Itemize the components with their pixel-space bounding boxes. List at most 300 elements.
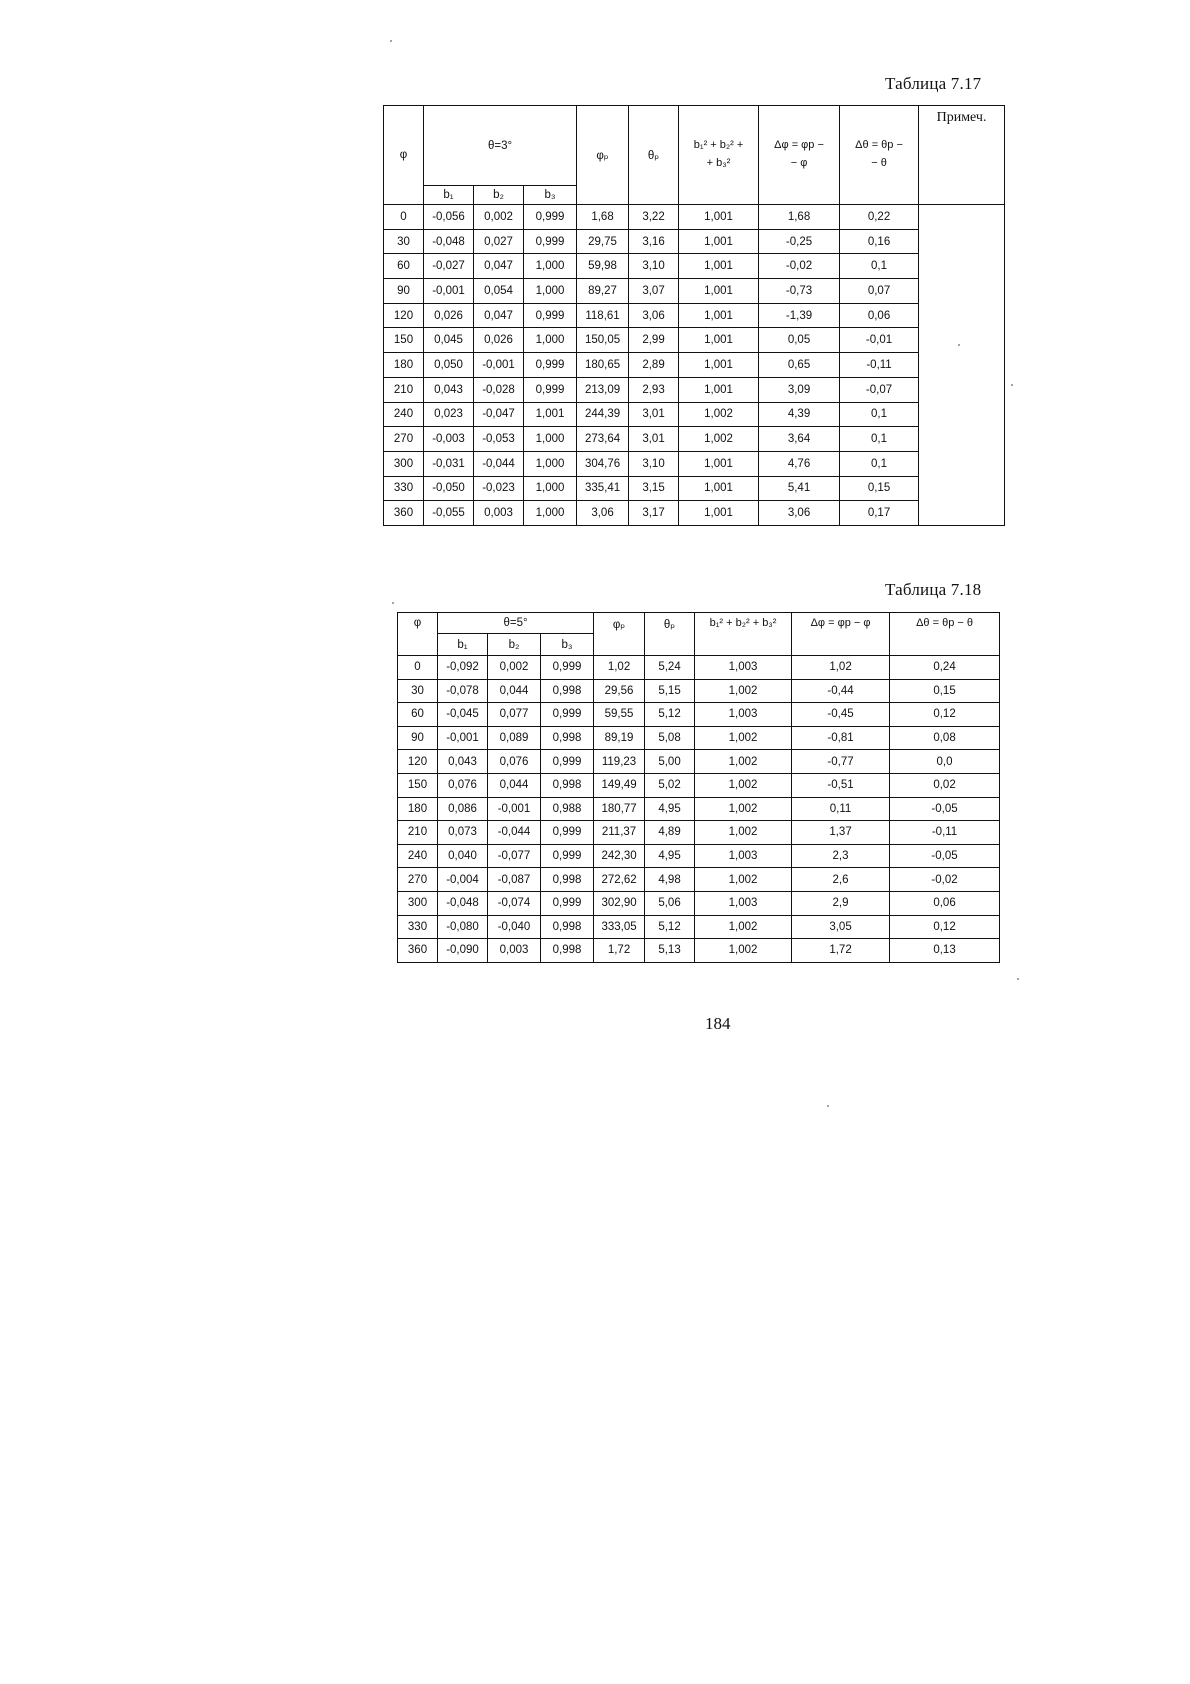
header-b3: b₃ xyxy=(541,634,594,656)
table-cell: 89,19 xyxy=(594,726,645,750)
table-cell: 3,64 xyxy=(759,427,840,452)
table-cell: 333,05 xyxy=(594,915,645,939)
table-row xyxy=(384,476,1005,501)
table-cell: 360 xyxy=(384,501,424,526)
header-dtheta-line1: Δθ = θp − xyxy=(855,139,903,152)
table-cell: -0,001 xyxy=(474,353,524,378)
table-cell: 0,998 xyxy=(541,679,594,703)
table-row xyxy=(398,797,1000,821)
table-cell: 3,06 xyxy=(577,501,629,526)
header-theta-p: θₚ xyxy=(629,106,679,205)
table-cell: 1,003 xyxy=(695,703,792,727)
table-cell: -0,25 xyxy=(759,229,840,254)
table-cell: 0,05 xyxy=(759,328,840,353)
table-cell: 120 xyxy=(384,303,424,328)
header-note: Примеч. xyxy=(919,106,1005,205)
table-cell: 5,12 xyxy=(645,915,695,939)
table-cell: 149,49 xyxy=(594,773,645,797)
table-cell: -0,078 xyxy=(438,679,488,703)
table-row xyxy=(384,501,1005,526)
table-cell: -0,001 xyxy=(488,797,541,821)
table-cell: 1,72 xyxy=(792,939,890,963)
table-cell: 5,12 xyxy=(645,703,695,727)
table-cell: -0,02 xyxy=(759,254,840,279)
table-cell: 4,89 xyxy=(645,821,695,845)
table-cell: 0,089 xyxy=(488,726,541,750)
table-cell: 118,61 xyxy=(577,303,629,328)
table-cell: 0,043 xyxy=(424,377,474,402)
scan-speck xyxy=(392,602,394,604)
table-cell: -0,048 xyxy=(438,891,488,915)
table-cell: -0,044 xyxy=(474,451,524,476)
table-cell: 0,17 xyxy=(840,501,919,526)
table-cell: 0,077 xyxy=(488,703,541,727)
table-cell: 1,000 xyxy=(524,254,577,279)
header-delta-theta: Δθ = θp − θ xyxy=(890,613,1000,656)
table-cell: 0,65 xyxy=(759,353,840,378)
table-cell: 0,999 xyxy=(541,750,594,774)
table-cell: 1,001 xyxy=(679,476,759,501)
header-delta-phi xyxy=(759,106,840,205)
table-cell: 0,999 xyxy=(524,303,577,328)
table-row xyxy=(384,402,1005,427)
table-row xyxy=(384,451,1005,476)
table-cell: 2,6 xyxy=(792,868,890,892)
table-cell: 1,68 xyxy=(759,205,840,230)
table-cell: -0,087 xyxy=(488,868,541,892)
table-cell: 4,95 xyxy=(645,844,695,868)
header-theta: θ=5° xyxy=(438,613,594,634)
table-cell: -0,05 xyxy=(890,844,1000,868)
table-cell: 0,002 xyxy=(488,656,541,680)
header-phi-p: φₚ xyxy=(594,613,645,656)
table-cell: 0,999 xyxy=(541,703,594,727)
table-cell: 0,003 xyxy=(488,939,541,963)
scan-speck xyxy=(1017,978,1019,980)
header-sum-line2: + b₃² xyxy=(706,157,731,169)
table-cell: -0,11 xyxy=(840,353,919,378)
table-cell: -0,090 xyxy=(438,939,488,963)
table-cell: 304,76 xyxy=(577,451,629,476)
table-cell: 240 xyxy=(398,844,438,868)
table-cell: 0,998 xyxy=(541,726,594,750)
table-cell: 0,086 xyxy=(438,797,488,821)
table-cell: 1,02 xyxy=(792,656,890,680)
table-cell: 300 xyxy=(384,451,424,476)
table-cell: 210 xyxy=(384,377,424,402)
table-cell: 0,003 xyxy=(474,501,524,526)
table-cell: 150 xyxy=(384,328,424,353)
table-cell: -0,028 xyxy=(474,377,524,402)
table-cell: 0,08 xyxy=(890,726,1000,750)
table-cell: 5,08 xyxy=(645,726,695,750)
table-cell: 242,30 xyxy=(594,844,645,868)
table-cell: 90 xyxy=(384,279,424,304)
table-cell: 1,002 xyxy=(695,750,792,774)
table-cell: 0,06 xyxy=(840,303,919,328)
table-cell: 0,999 xyxy=(541,821,594,845)
table-cell: -0,092 xyxy=(438,656,488,680)
table-cell: 59,55 xyxy=(594,703,645,727)
table-cell: 0,054 xyxy=(474,279,524,304)
table-cell: 3,09 xyxy=(759,377,840,402)
table-cell: 0 xyxy=(384,205,424,230)
table-cell: 300 xyxy=(398,891,438,915)
table-cell: 0,044 xyxy=(488,773,541,797)
scan-speck xyxy=(958,344,960,346)
header-theta: θ=3° xyxy=(424,106,577,186)
table-cell: 4,39 xyxy=(759,402,840,427)
table-row xyxy=(398,868,1000,892)
table-cell: 90 xyxy=(398,726,438,750)
table-cell: 2,99 xyxy=(629,328,679,353)
table-cell: 5,24 xyxy=(645,656,695,680)
table-cell: 1,001 xyxy=(524,402,577,427)
table-cell: -0,07 xyxy=(840,377,919,402)
table-cell: 0,1 xyxy=(840,451,919,476)
table-cell: -0,044 xyxy=(488,821,541,845)
table-cell: 120 xyxy=(398,750,438,774)
table-cell: 1,001 xyxy=(679,353,759,378)
table-cell: 4,98 xyxy=(645,868,695,892)
table-cell: 1,003 xyxy=(695,656,792,680)
header-dphi-line2: − φ xyxy=(790,157,808,169)
table-cell: 3,22 xyxy=(629,205,679,230)
table-cell: 5,02 xyxy=(645,773,695,797)
table-cell: 0,999 xyxy=(524,205,577,230)
table-cell: 0,002 xyxy=(474,205,524,230)
table-cell: -0,047 xyxy=(474,402,524,427)
table-cell: 0,13 xyxy=(890,939,1000,963)
table-cell: 1,02 xyxy=(594,656,645,680)
table-cell: 0,073 xyxy=(438,821,488,845)
header-phi-p: φₚ xyxy=(577,106,629,205)
table-cell: -0,045 xyxy=(438,703,488,727)
table-cell: 0,24 xyxy=(890,656,1000,680)
table-cell: 0,22 xyxy=(840,205,919,230)
table-cell: 0,16 xyxy=(840,229,919,254)
table-cell: 1,002 xyxy=(695,868,792,892)
header-b2: b₂ xyxy=(488,634,541,656)
table-cell: -0,004 xyxy=(438,868,488,892)
table-cell: 335,41 xyxy=(577,476,629,501)
table-row xyxy=(398,726,1000,750)
table-cell: 1,002 xyxy=(695,915,792,939)
table-cell: 0,12 xyxy=(890,703,1000,727)
header-b3: b₃ xyxy=(524,186,577,205)
table-cell: 244,39 xyxy=(577,402,629,427)
table-cell: 0,15 xyxy=(840,476,919,501)
table-cell: 1,000 xyxy=(524,427,577,452)
table-row xyxy=(398,821,1000,845)
table-cell: 0,076 xyxy=(488,750,541,774)
table-cell: 0,043 xyxy=(438,750,488,774)
table-cell: -0,01 xyxy=(840,328,919,353)
table-cell: -0,001 xyxy=(438,726,488,750)
table-7-18-body xyxy=(398,656,1000,963)
table-cell: 1,002 xyxy=(695,726,792,750)
table-7-18 xyxy=(397,612,1000,963)
table-cell: 1,001 xyxy=(679,303,759,328)
table-cell: 0,999 xyxy=(524,353,577,378)
table-cell: -0,077 xyxy=(488,844,541,868)
table-cell: 0,1 xyxy=(840,254,919,279)
table-cell: -0,45 xyxy=(792,703,890,727)
table-row xyxy=(398,703,1000,727)
table-row xyxy=(384,279,1005,304)
table-caption-7-17: Таблица 7.17 xyxy=(885,74,982,93)
page-number: 184 xyxy=(705,1014,731,1033)
table-cell: 0,02 xyxy=(890,773,1000,797)
table-cell: 0,1 xyxy=(840,427,919,452)
table-cell: 0,11 xyxy=(792,797,890,821)
table-cell: 1,68 xyxy=(577,205,629,230)
table-cell: 1,000 xyxy=(524,328,577,353)
table-cell: 0,999 xyxy=(541,844,594,868)
header-delta-phi: Δφ = φp − φ xyxy=(792,613,890,656)
table-cell: -0,003 xyxy=(424,427,474,452)
header-phi: φ xyxy=(384,106,424,205)
table-cell: -0,02 xyxy=(890,868,1000,892)
table-cell: 0,999 xyxy=(541,891,594,915)
table-cell: -0,023 xyxy=(474,476,524,501)
header-b1: b₁ xyxy=(438,634,488,656)
table-cell: 273,64 xyxy=(577,427,629,452)
table-cell: 0,998 xyxy=(541,915,594,939)
table-cell: 210 xyxy=(398,821,438,845)
table-cell: 1,003 xyxy=(695,844,792,868)
table-cell: 0,076 xyxy=(438,773,488,797)
table-cell: 0,999 xyxy=(524,377,577,402)
table-cell: -0,055 xyxy=(424,501,474,526)
table-cell: 1,000 xyxy=(524,451,577,476)
header-phi: φ xyxy=(398,613,438,656)
table-row xyxy=(384,328,1005,353)
header-delta-theta xyxy=(840,106,919,205)
table-cell: 60 xyxy=(398,703,438,727)
table-cell: 2,9 xyxy=(792,891,890,915)
table-cell: 5,06 xyxy=(645,891,695,915)
table-cell: 0,998 xyxy=(541,773,594,797)
scan-speck xyxy=(1011,384,1013,386)
table-cell: 30 xyxy=(384,229,424,254)
table-cell: 0,023 xyxy=(424,402,474,427)
table-row xyxy=(398,773,1000,797)
table-cell: 5,41 xyxy=(759,476,840,501)
table-cell: 1,72 xyxy=(594,939,645,963)
table-cell: 1,002 xyxy=(679,427,759,452)
table-caption-7-18: Таблица 7.18 xyxy=(885,580,982,599)
table-cell: 0,027 xyxy=(474,229,524,254)
table-cell: 1,001 xyxy=(679,451,759,476)
table-cell: 1,001 xyxy=(679,328,759,353)
table-cell: 150,05 xyxy=(577,328,629,353)
table-cell: 0,047 xyxy=(474,254,524,279)
table-cell: 1,003 xyxy=(695,891,792,915)
table-cell: 1,001 xyxy=(679,279,759,304)
table-row xyxy=(398,679,1000,703)
table-cell: -0,001 xyxy=(424,279,474,304)
table-cell: 270 xyxy=(384,427,424,452)
header-b1: b₁ xyxy=(424,186,474,205)
table-cell: 0,0 xyxy=(890,750,1000,774)
table-cell: -0,44 xyxy=(792,679,890,703)
header-theta-p: θₚ xyxy=(645,613,695,656)
table-cell: 240 xyxy=(384,402,424,427)
table-cell: 0,026 xyxy=(424,303,474,328)
table-cell: 3,15 xyxy=(629,476,679,501)
table-cell: 0,040 xyxy=(438,844,488,868)
table-cell: 0,07 xyxy=(840,279,919,304)
table-cell: 0,050 xyxy=(424,353,474,378)
table-cell: 1,002 xyxy=(695,821,792,845)
table-cell: 0,1 xyxy=(840,402,919,427)
table-row xyxy=(384,254,1005,279)
table-cell: -0,056 xyxy=(424,205,474,230)
table-cell: 180 xyxy=(398,797,438,821)
table-cell: 3,01 xyxy=(629,402,679,427)
table-cell: 1,001 xyxy=(679,377,759,402)
table-cell: 1,001 xyxy=(679,254,759,279)
table-cell: 0,047 xyxy=(474,303,524,328)
table-cell: 3,01 xyxy=(629,427,679,452)
table-cell: 180 xyxy=(384,353,424,378)
table-cell: -0,05 xyxy=(890,797,1000,821)
table-cell: -0,11 xyxy=(890,821,1000,845)
table-cell: 1,37 xyxy=(792,821,890,845)
table-cell: 180,77 xyxy=(594,797,645,821)
table-row xyxy=(384,377,1005,402)
table-cell: -1,39 xyxy=(759,303,840,328)
table-cell: 29,56 xyxy=(594,679,645,703)
table-cell: -0,048 xyxy=(424,229,474,254)
table-cell: 119,23 xyxy=(594,750,645,774)
header-sum-line1: b₁² + b₂² + xyxy=(693,139,744,152)
table-row xyxy=(384,205,1005,230)
table-row xyxy=(398,844,1000,868)
table-cell: 330 xyxy=(384,476,424,501)
table-row xyxy=(398,656,1000,680)
table-row xyxy=(398,939,1000,963)
table-cell: 60 xyxy=(384,254,424,279)
table-row xyxy=(398,891,1000,915)
table-cell: -0,027 xyxy=(424,254,474,279)
table-cell: 0 xyxy=(398,656,438,680)
table-cell: 1,002 xyxy=(695,679,792,703)
table-cell: 211,37 xyxy=(594,821,645,845)
table-cell: 0,06 xyxy=(890,891,1000,915)
table-cell: 360 xyxy=(398,939,438,963)
table-cell: 1,002 xyxy=(695,773,792,797)
table-cell: 4,95 xyxy=(645,797,695,821)
table-cell: 30 xyxy=(398,679,438,703)
header-b2: b₂ xyxy=(474,186,524,205)
table-cell: 1,000 xyxy=(524,501,577,526)
table-cell: -0,81 xyxy=(792,726,890,750)
table-cell: 3,10 xyxy=(629,254,679,279)
note-cell xyxy=(919,205,1005,526)
table-cell: 5,00 xyxy=(645,750,695,774)
table-cell: 5,13 xyxy=(645,939,695,963)
table-7-17-body xyxy=(384,205,1005,526)
table-cell: 3,05 xyxy=(792,915,890,939)
table-cell: -0,031 xyxy=(424,451,474,476)
table-row xyxy=(384,353,1005,378)
table-row xyxy=(398,915,1000,939)
table-cell: 0,044 xyxy=(488,679,541,703)
table-row xyxy=(398,750,1000,774)
table-cell: 272,62 xyxy=(594,868,645,892)
table-cell: 1,001 xyxy=(679,501,759,526)
table-cell: 4,76 xyxy=(759,451,840,476)
table-cell: 302,90 xyxy=(594,891,645,915)
scan-speck xyxy=(827,1105,829,1107)
table-cell: 1,000 xyxy=(524,279,577,304)
table-cell: 0,999 xyxy=(524,229,577,254)
table-cell: 1,002 xyxy=(695,797,792,821)
table-cell: 1,002 xyxy=(679,402,759,427)
table-cell: -0,51 xyxy=(792,773,890,797)
table-cell: 2,3 xyxy=(792,844,890,868)
table-cell: 3,06 xyxy=(759,501,840,526)
table-cell: -0,080 xyxy=(438,915,488,939)
table-row xyxy=(384,229,1005,254)
table-cell: 2,93 xyxy=(629,377,679,402)
scan-speck xyxy=(390,40,392,42)
header-sum-squares: b₁² + b₂² + b₃² xyxy=(695,613,792,656)
table-cell: -0,053 xyxy=(474,427,524,452)
table-cell: 3,16 xyxy=(629,229,679,254)
table-cell: 1,001 xyxy=(679,229,759,254)
table-cell: 59,98 xyxy=(577,254,629,279)
table-cell: 1,002 xyxy=(695,939,792,963)
table-cell: 270 xyxy=(398,868,438,892)
table-cell: 213,09 xyxy=(577,377,629,402)
table-cell: 330 xyxy=(398,915,438,939)
header-dphi-line1: Δφ = φp − xyxy=(774,139,824,152)
table-cell: 0,998 xyxy=(541,868,594,892)
table-cell: 150 xyxy=(398,773,438,797)
table-cell: 180,65 xyxy=(577,353,629,378)
table-cell: 89,27 xyxy=(577,279,629,304)
header-dtheta-line2: − θ xyxy=(871,157,887,169)
table-cell: -0,074 xyxy=(488,891,541,915)
table-cell: 0,988 xyxy=(541,797,594,821)
table-cell: 3,17 xyxy=(629,501,679,526)
table-cell: 0,999 xyxy=(541,656,594,680)
table-cell: -0,77 xyxy=(792,750,890,774)
table-row xyxy=(384,427,1005,452)
table-cell: 5,15 xyxy=(645,679,695,703)
table-cell: 0,026 xyxy=(474,328,524,353)
table-cell: 3,07 xyxy=(629,279,679,304)
table-cell: -0,73 xyxy=(759,279,840,304)
table-cell: -0,040 xyxy=(488,915,541,939)
table-row xyxy=(384,303,1005,328)
table-cell: 3,06 xyxy=(629,303,679,328)
table-cell: 0,045 xyxy=(424,328,474,353)
table-cell: -0,050 xyxy=(424,476,474,501)
table-cell: 0,12 xyxy=(890,915,1000,939)
table-cell: 2,89 xyxy=(629,353,679,378)
table-cell: 0,998 xyxy=(541,939,594,963)
table-7-17 xyxy=(383,105,1005,526)
table-cell: 1,000 xyxy=(524,476,577,501)
table-cell: 0,15 xyxy=(890,679,1000,703)
table-cell: 3,10 xyxy=(629,451,679,476)
table-cell: 29,75 xyxy=(577,229,629,254)
table-cell: 1,001 xyxy=(679,205,759,230)
